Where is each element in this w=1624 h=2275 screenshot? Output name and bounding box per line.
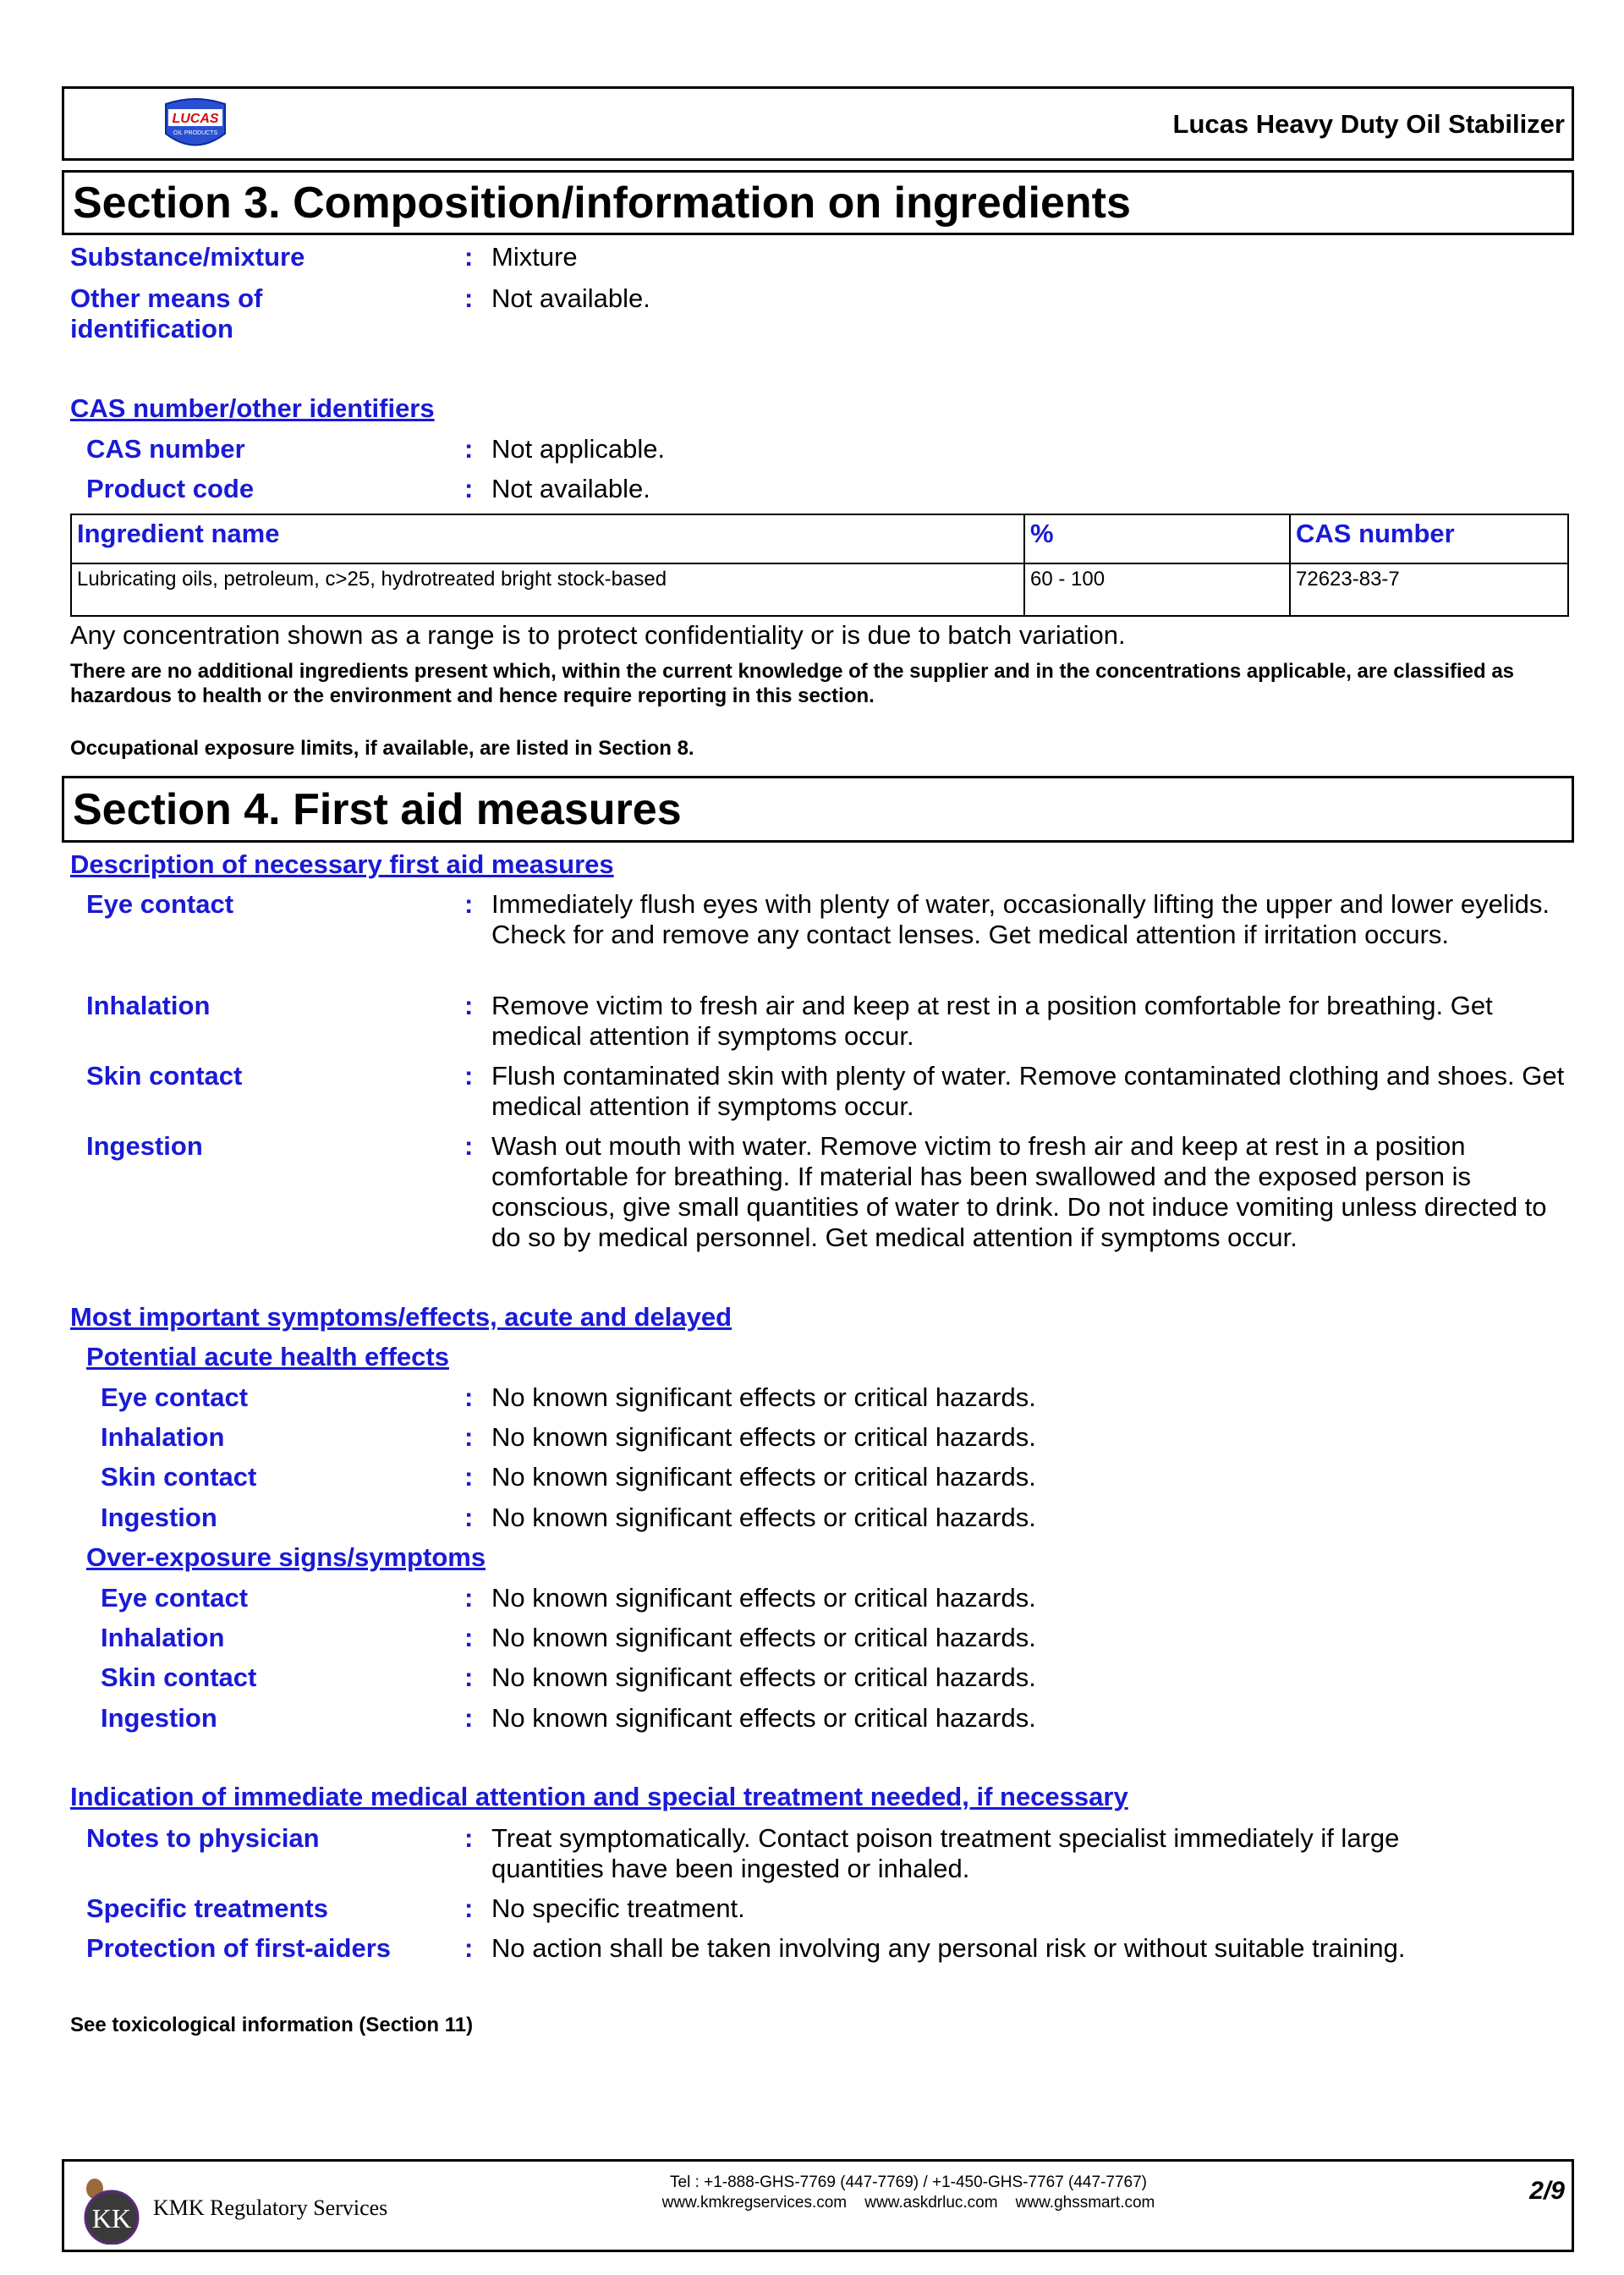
protection-value: No action shall be taken involving any personal risk or without suitable training.: [491, 1933, 1406, 1963]
see-toxicological-note: See toxicological information (Section 11): [70, 2014, 474, 2036]
svg-text:LUCAS: LUCAS: [172, 112, 219, 126]
colon: :: [464, 991, 474, 1020]
footer-tel: Tel : +1-888-GHS-7769 (447-7769) / +1-450-GHS-7767 (447-7767): [670, 2173, 1147, 2191]
over-inhalation-label: Inhalation: [101, 1623, 225, 1652]
substance-value: Mixture: [491, 242, 578, 272]
cas-cell: 72623-83-7: [1290, 563, 1568, 616]
ingestion-value: Wash out mouth with water. Remove victim to fresh air and keep at rest in a position comfortable for breathing. If material has been swallowed and the exposed person is conscious, give small quantities of water to drink. Do not induce vomiting unless directed to do so by medical personnel. Get medical attention if symptoms occur.: [491, 1131, 1547, 1252]
colon: :: [464, 242, 474, 272]
cas-number-value: Not applicable.: [491, 434, 666, 464]
ingredient-name-cell: Lubricating oils, petroleum, c>25, hydrotreated bright stock-based: [71, 563, 1024, 616]
product-code-label: Product code: [86, 474, 255, 503]
colon: :: [464, 1462, 474, 1492]
over-eye-value: No known significant effects or critical hazards.: [491, 1583, 1036, 1613]
symptoms-heading: Most important symptoms/effects, acute and delayed: [70, 1302, 732, 1332]
colon: :: [464, 1583, 474, 1613]
oel-note: Occupational exposure limits, if available, are listed in Section 8.: [70, 737, 694, 760]
footer-websites: www.kmkregservices.com www.askdrluc.com www.ghssmart.com: [661, 2194, 1155, 2212]
acute-skin-value: No known significant effects or critical hazards.: [491, 1462, 1036, 1492]
skin-contact-value: Flush contaminated skin with plenty of water. Remove contaminated clothing and shoes. Get medical attention if symptoms occur.: [491, 1061, 1565, 1121]
acute-ingestion-label: Ingestion: [101, 1503, 217, 1532]
colon: :: [464, 283, 474, 313]
notes-label: Notes to physician: [86, 1823, 320, 1853]
range-note: Any concentration shown as a range is to protect confidentiality or is due to batch variation.: [70, 620, 1126, 650]
no-additional-note: There are no additional ingredients present which, within the current knowledge of the supplier and in the concentrations applicable, are classified as hazardous to health or the environment and hence require reporting in this section.: [70, 660, 1515, 707]
kmk-company-name: KMK Regulatory Services: [153, 2195, 388, 2220]
over-ingestion-label: Ingestion: [101, 1703, 217, 1733]
other-means-label: Other means of identification: [70, 283, 263, 343]
indication-heading: Indication of immediate medical attention and special treatment needed, if necessary: [70, 1782, 1128, 1811]
column-header: %: [1024, 514, 1290, 563]
ingestion-label: Ingestion: [86, 1131, 203, 1161]
over-inhalation-value: No known significant effects or critical hazards.: [491, 1623, 1036, 1652]
specific-treatments-label: Specific treatments: [86, 1893, 328, 1923]
table-header-row: [71, 514, 1568, 563]
colon: :: [464, 1503, 474, 1532]
section-3-header: [62, 170, 1574, 235]
section-4-header: [62, 776, 1574, 843]
colon: :: [464, 474, 474, 503]
colon: :: [464, 1061, 474, 1091]
colon: :: [464, 889, 474, 919]
ingredients-table: [70, 514, 1569, 617]
over-ingestion-value: No known significant effects or critical hazards.: [491, 1703, 1036, 1733]
product-name: Lucas Heavy Duty Oil Stabilizer: [1172, 109, 1565, 139]
colon: :: [464, 1823, 474, 1853]
column-header: CAS number: [1290, 514, 1568, 563]
first-aid-description-heading: Description of necessary first aid measures: [70, 849, 614, 879]
lucas-logo: [162, 96, 229, 155]
colon: :: [464, 1893, 474, 1923]
kmk-logo: [83, 2179, 140, 2245]
cas-number-label: CAS number: [86, 434, 245, 464]
over-skin-value: No known significant effects or critical hazards.: [491, 1662, 1036, 1692]
acute-inhalation-value: No known significant effects or critical hazards.: [491, 1422, 1036, 1452]
page-number: 2/9: [1529, 2177, 1565, 2205]
eye-contact-value: Immediately flush eyes with plenty of water, occasionally lifting the upper and lower eyelids. Check for and remove any contact lenses. Get medical attention if irritation occurs.: [491, 889, 1550, 949]
svg-text:KK: KK: [91, 2203, 132, 2234]
product-code-value: Not available.: [491, 474, 650, 503]
percent-cell: 60 - 100: [1024, 563, 1290, 616]
acute-ingestion-value: No known significant effects or critical hazards.: [491, 1503, 1036, 1532]
page-footer: [62, 2159, 1574, 2252]
column-header: Ingredient name: [71, 514, 1024, 563]
page-header: [62, 86, 1574, 161]
other-means-value: Not available.: [491, 283, 650, 313]
specific-treatments-value: No specific treatment.: [491, 1893, 745, 1923]
acute-eye-label: Eye contact: [101, 1382, 249, 1412]
acute-effects-heading: Potential acute health effects: [86, 1342, 449, 1371]
svg-text:OIL PRODUCTS: OIL PRODUCTS: [173, 130, 218, 136]
cas-identifiers-heading: CAS number/other identifiers: [70, 393, 435, 423]
colon: :: [464, 1623, 474, 1652]
section-4-title: Section 4. First aid measures: [73, 784, 682, 834]
protection-label: Protection of first-aiders: [86, 1933, 391, 1963]
eye-contact-label: Eye contact: [86, 889, 234, 919]
over-skin-label: Skin contact: [101, 1662, 257, 1692]
colon: :: [464, 434, 474, 464]
colon: :: [464, 1131, 474, 1161]
acute-eye-value: No known significant effects or critical hazards.: [491, 1382, 1036, 1412]
acute-skin-label: Skin contact: [101, 1462, 257, 1492]
substance-label: Substance/mixture: [70, 242, 305, 272]
acute-inhalation-label: Inhalation: [101, 1422, 225, 1452]
colon: :: [464, 1933, 474, 1963]
over-eye-label: Eye contact: [101, 1583, 249, 1613]
table-row: [71, 563, 1568, 616]
notes-value: Treat symptomatically. Contact poison treatment specialist immediately if large quantities have been ingested or inhaled.: [491, 1823, 1400, 1883]
over-exposure-heading: Over-exposure signs/symptoms: [86, 1542, 486, 1572]
colon: :: [464, 1703, 474, 1733]
inhalation-value: Remove victim to fresh air and keep at rest in a position comfortable for breathing. Get medical attention if symptoms occur.: [491, 991, 1493, 1051]
skin-contact-label: Skin contact: [86, 1061, 243, 1091]
colon: :: [464, 1422, 474, 1452]
colon: :: [464, 1662, 474, 1692]
inhalation-label: Inhalation: [86, 991, 211, 1020]
colon: :: [464, 1382, 474, 1412]
section-3-title: Section 3. Composition/information on ingredients: [73, 178, 1131, 228]
